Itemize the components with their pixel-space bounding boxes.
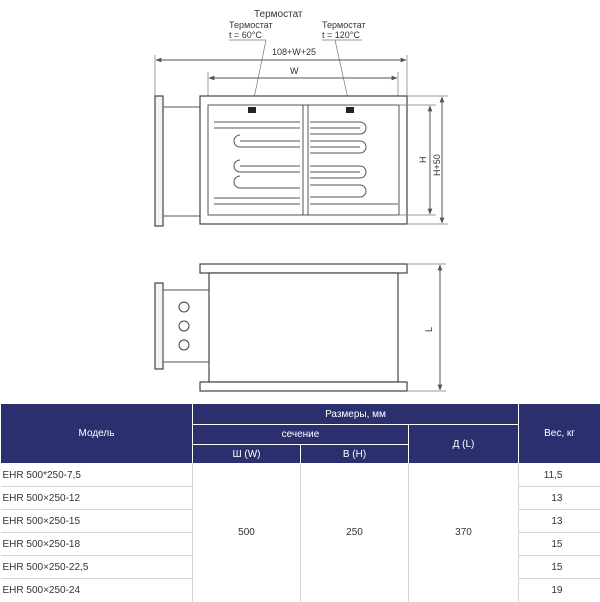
weight-cell: 15: [519, 533, 600, 556]
length-value: 370: [409, 464, 519, 602]
header-model: Модель: [1, 404, 193, 464]
thermostat-right-name: Термостат: [322, 20, 366, 30]
model-cell: EHR 500×250-15: [1, 510, 193, 533]
thermostat-60-block: [248, 107, 256, 113]
header-width: Ш (W): [193, 445, 301, 464]
weight-cell: 13: [519, 487, 600, 510]
weight-cell: 19: [519, 579, 600, 602]
dim-total-width: 108+W+25: [272, 47, 316, 57]
weight-cell: 13: [519, 510, 600, 533]
dim-width: W: [290, 66, 299, 76]
cable-gland-3: [179, 340, 189, 350]
thermostat-120-block: [346, 107, 354, 113]
cable-gland-1: [179, 302, 189, 312]
header-dimensions: Размеры, мм: [193, 404, 519, 425]
width-value: 500: [193, 464, 301, 602]
thermostat-left-temp: t = 60°C: [229, 30, 262, 40]
height-value: 250: [301, 464, 409, 602]
model-cell: EHR 500×250-22,5: [1, 556, 193, 579]
weight-cell: 11,5: [519, 464, 600, 487]
model-cell: EHR 500×250-24: [1, 579, 193, 602]
thermostat-title: Термостат: [254, 9, 303, 20]
header-section: сечение: [193, 425, 409, 445]
dim-length: L: [424, 327, 434, 332]
dim-height-plus: H+50: [432, 154, 442, 176]
dim-height: H: [418, 157, 428, 164]
model-cell: EHR 500×250-12: [1, 487, 193, 510]
cable-gland-2: [179, 321, 189, 331]
thermostat-left-name: Термостат: [229, 20, 273, 30]
model-cell: EHR 500×250-18: [1, 533, 193, 556]
weight-cell: 15: [519, 556, 600, 579]
table-row: [1, 464, 600, 487]
header-length: Д (L): [409, 425, 519, 464]
header-weight: Вес, кг: [519, 404, 600, 464]
thermostat-right-temp: t = 120°C: [322, 30, 360, 40]
model-cell: EHR 500*250-7,5: [1, 464, 193, 487]
front-flange: [155, 96, 163, 226]
header-height: В (H): [301, 445, 409, 464]
spec-table: [0, 403, 600, 602]
side-view: [155, 264, 407, 391]
